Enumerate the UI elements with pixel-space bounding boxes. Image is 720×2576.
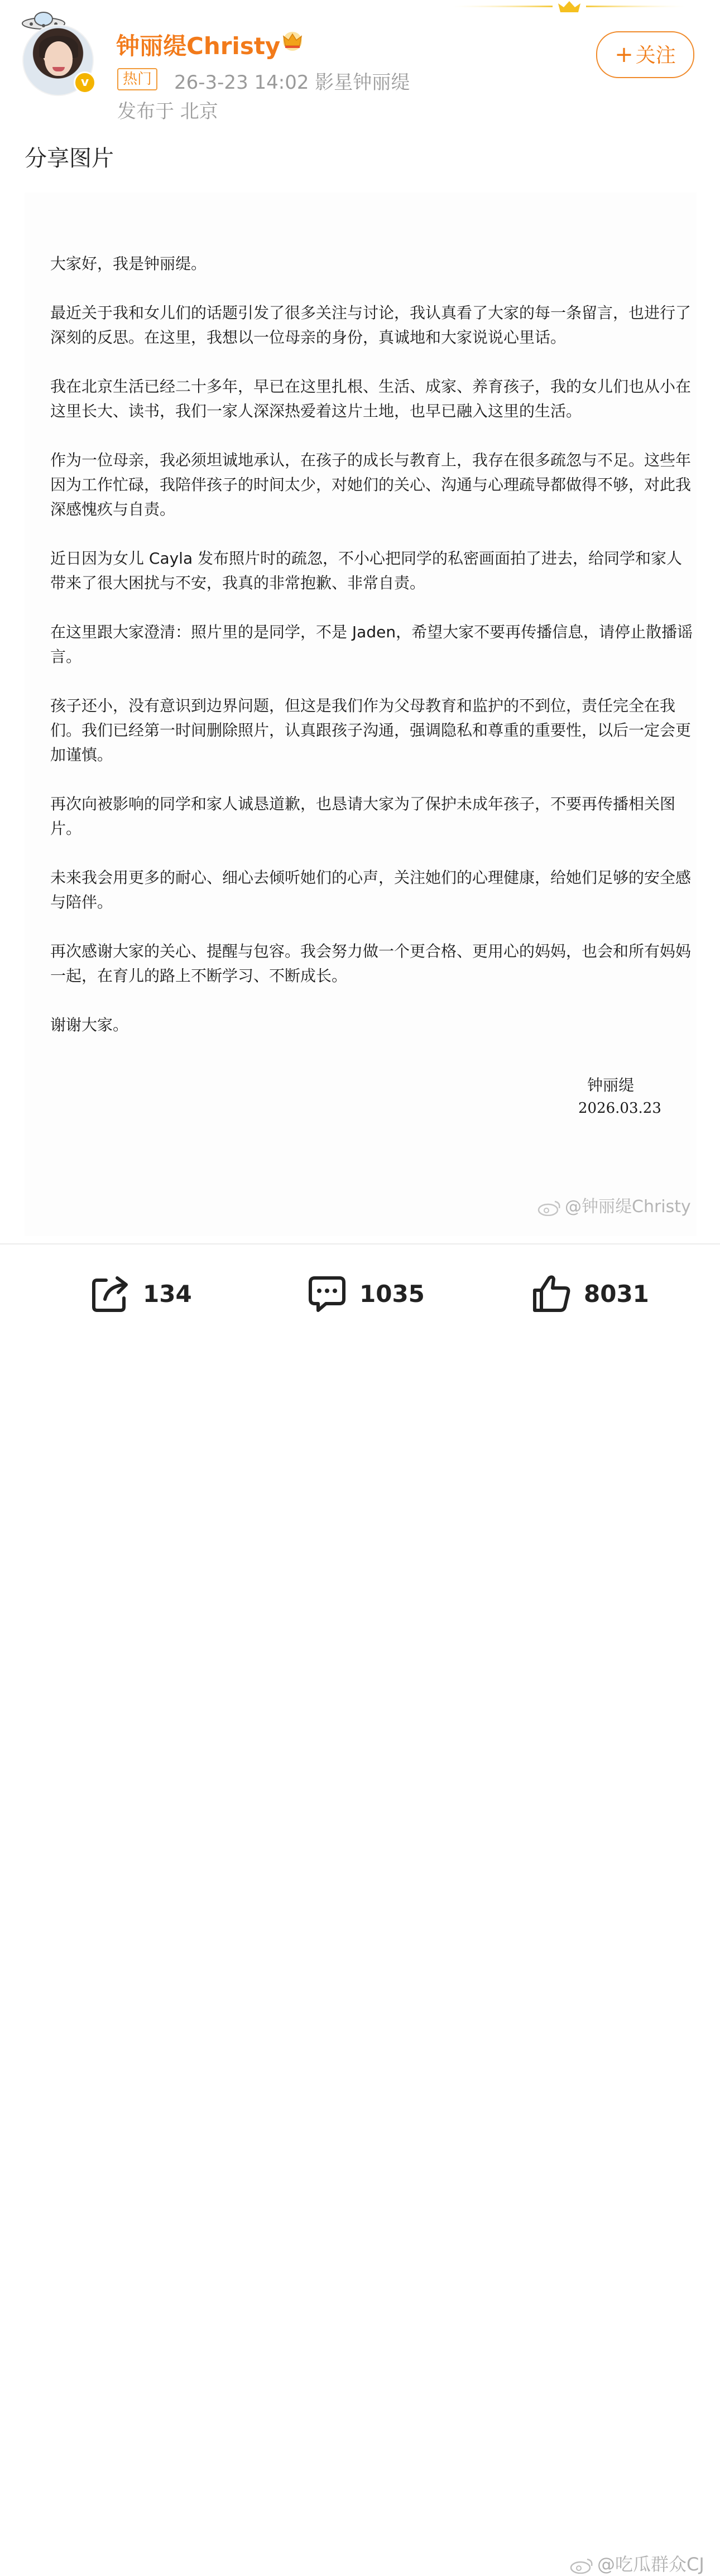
follow-label: 关注 xyxy=(635,44,676,67)
weibo-logo-icon xyxy=(537,1199,563,1216)
signature-name: 钟丽缇 xyxy=(587,1076,635,1094)
letter-paragraph: 最近关于我和女儿们的话题引发了很多关注与讨论，我认真看了大家的每一条留言，也进行了深刻的反思。在这里，我想以一位母亲的身份，真诚地和大家说说心里话。 xyxy=(50,304,692,347)
letter-paragraph: 孩子还小，没有意识到边界问题，但这是我们作为父母教育和监护的不到位，责任完全在我们。我们已经第一时间删除照片，认真跟孩子沟通，强调隐私和尊重的重要性，以后一定会更加谨慎。 xyxy=(50,696,692,764)
share-count: 134 xyxy=(143,1280,192,1308)
comment-count: 1035 xyxy=(359,1280,425,1308)
post-caption: 分享图片 xyxy=(25,146,114,171)
comment-icon xyxy=(306,1272,348,1315)
letter-paragraph: 再次感谢大家的关心、提醒与包容。我会努力做一个更合格、更用心的妈妈，也会和所有妈妈一起，在育儿的路上不断学习、不断成长。 xyxy=(50,942,692,985)
letter-paragraph: 大家好，我是钟丽缇。 xyxy=(50,254,207,273)
avatar[interactable] xyxy=(20,17,96,93)
action-bar xyxy=(0,1244,720,2575)
letter-paragraph: 再次向被影响的同学和家人诚恳道歉，也恳请大家为了保护未成年孩子，不要再传播相关图片。 xyxy=(50,795,676,838)
thumbs-up-icon xyxy=(530,1272,573,1315)
letter-body xyxy=(50,252,698,1062)
share-icon xyxy=(89,1272,132,1315)
image-watermark-text: @钟丽缇Christy xyxy=(565,1197,691,1217)
letter-paragraph: 谢谢大家。 xyxy=(50,1016,129,1034)
weibo-logo-icon xyxy=(569,2557,595,2574)
image-watermark xyxy=(537,1193,691,1217)
like-button[interactable] xyxy=(530,1272,649,1315)
comment-button[interactable] xyxy=(306,1272,425,1315)
user-name[interactable]: 钟丽缇Christy xyxy=(116,32,281,60)
letter-paragraph: 在这里跟大家澄清：照片里的是同学，不是 Jaden，希望大家不要再传播信息，请停止散播谣言。 xyxy=(50,623,693,666)
crown-decoration-icon xyxy=(452,0,687,17)
bottom-watermark-text: @吃瓜群众CJ xyxy=(597,2554,704,2575)
letter-paragraph: 近日因为女儿 Cayla 发布照片时的疏忽，不小心把同学的私密画面拍了进去，给同学和家人带来了很大困扰与不安，我真的非常抱歉、非常自责。 xyxy=(50,549,683,592)
letter-paragraph: 我在北京生活已经二十多年，早已在这里扎根、生活、成家、养育孩子，我的女儿们也从小在这里长大、读书，我们一家人深深热爱着这片土地，也早已融入这里的生活。 xyxy=(50,377,692,420)
verified-badge-icon: v xyxy=(74,71,96,94)
bottom-watermark xyxy=(569,2550,704,2576)
hot-badge: 热门 xyxy=(117,68,157,90)
post-time-source: 26-3-23 14:02 影星钟丽缇 xyxy=(174,71,410,94)
plus-icon: + xyxy=(615,42,633,68)
post-header xyxy=(0,0,720,128)
letter-image[interactable] xyxy=(25,193,697,1236)
signature-date: 2026.03.23 xyxy=(578,1100,661,1117)
share-button[interactable] xyxy=(89,1272,192,1315)
post-location: 发布于 北京 xyxy=(117,100,218,123)
letter-paragraph: 未来我会用更多的耐心、细心去倾听她们的心声，关注她们的心理健康，给她们足够的安全感与陪伴。 xyxy=(50,868,692,911)
crown-icon xyxy=(280,30,305,51)
like-count: 8031 xyxy=(584,1280,649,1308)
follow-button[interactable] xyxy=(596,31,694,78)
letter-paragraph: 作为一位母亲，我必须坦诚地承认，在孩子的成长与教育上，我存在很多疏忽与不足。这些年因为工作忙碌，我陪伴孩子的时间太少，对她们的关心、沟通与心理疏导都做得不够，对此我深感愧疚与自责。 xyxy=(50,451,692,518)
